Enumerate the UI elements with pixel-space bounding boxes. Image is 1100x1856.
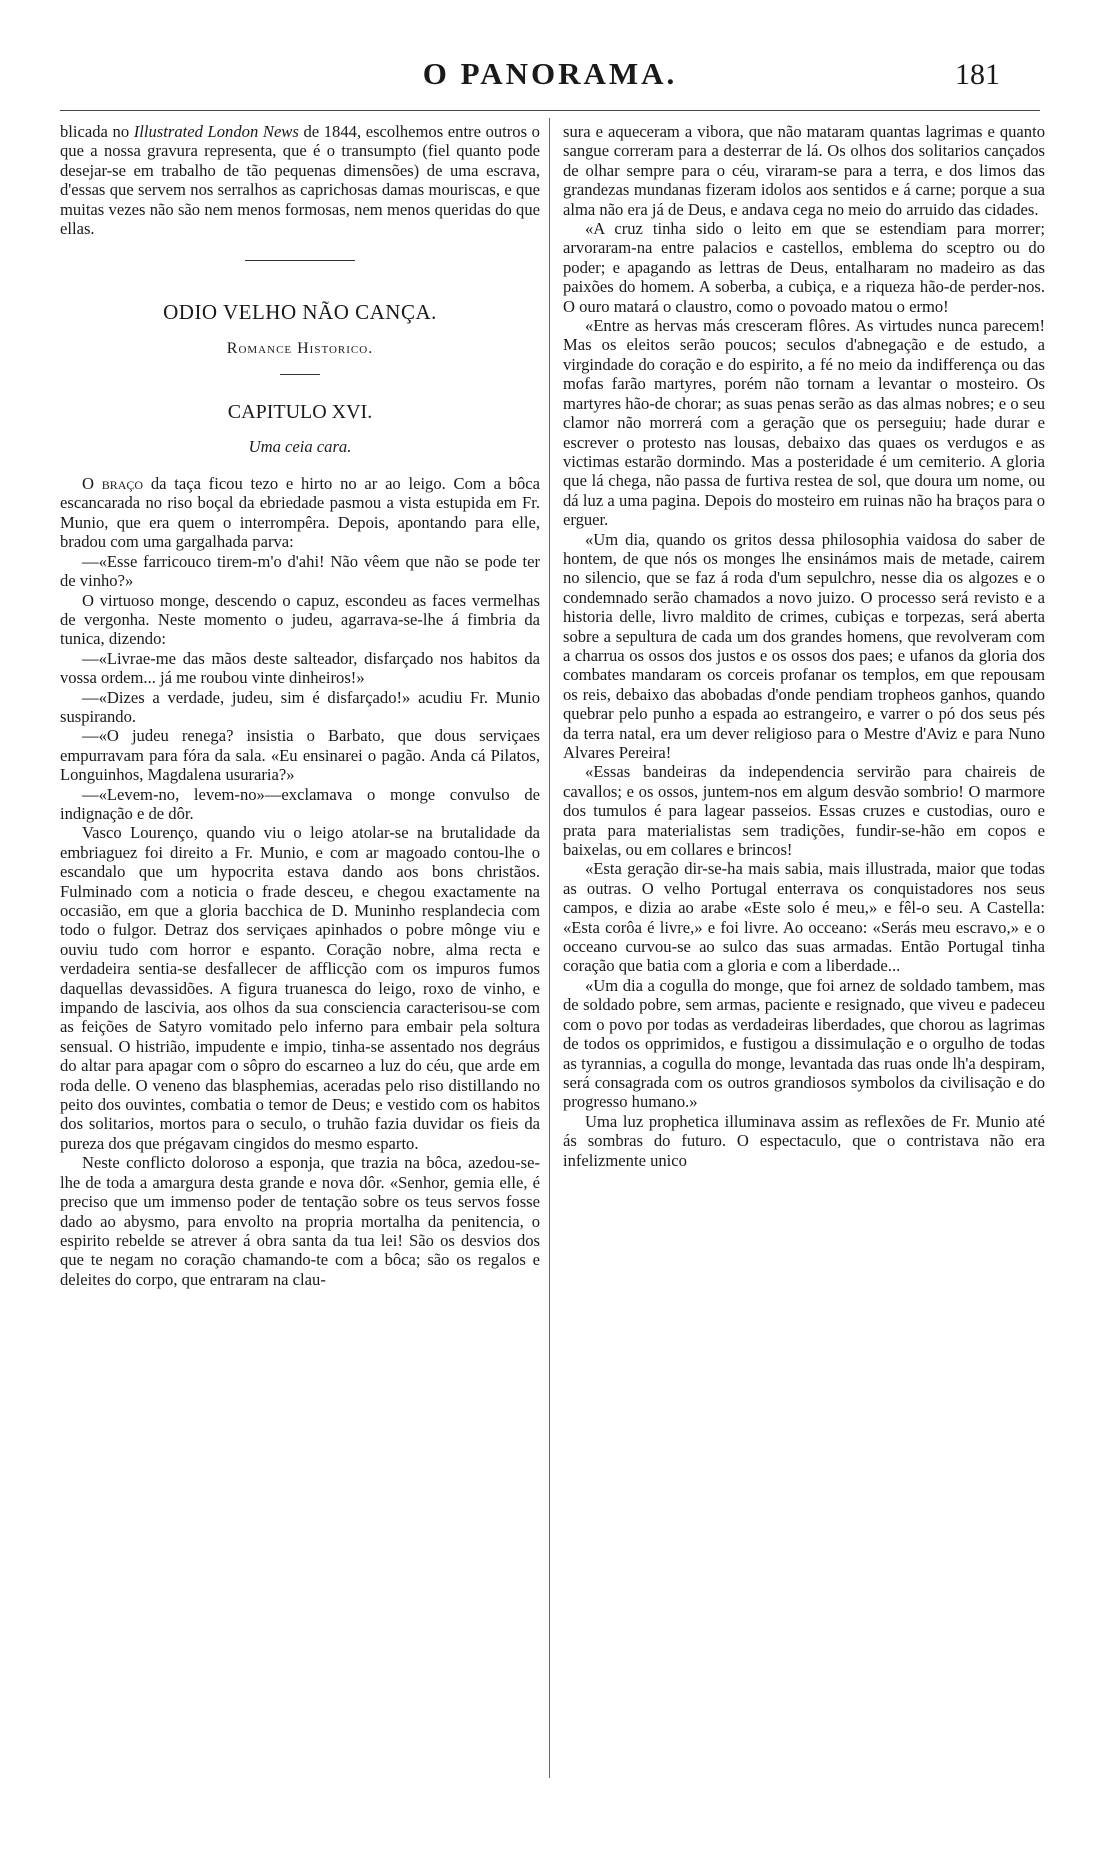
body-paragraph: O virtuoso monge, descendo o capuz, escondeu as faces vermelhas de vergonha. Neste momento o judeu, agarrava-se-lhe á fimbria da tunica, dizendo: [60, 590, 540, 649]
body-paragraph: —«Esse farricouco tirem-m'o d'ahi! Não vêem que não se pode ter de vinho?» [60, 551, 540, 591]
intro-source-italic: Illustrated London News [133, 122, 299, 141]
body-paragraph: O braço da taça ficou tezo e hirto no ar ao leigo. Com a bôca escancarada no riso boçal da ebriedade pasmou a vista estupida em Fr. Munio, que era quem o interrompêra. Depois, apontando para elle, bradou com uma gargalhada parva: [60, 474, 540, 552]
body-paragraph: —«O judeu renega? insistia o Barbato, que dous serviçaes empurravam para fóra da sala. «Eu ensinarei o pagão. Anda cá Pilatos, Longuinhos, Magdalena usuraria?» [60, 726, 540, 785]
body-paragraph: «Um dia a cogulla do monge, que foi arnez de soldado tambem, mas de soldado pobre, sem armas, paciente e resignado, que viveu e padeceu com o povo por todas as verdadeiras liberdades, que chorou as lagrimas de todos os opprimidos, e fustigou a dissimulação e o orgulho de todas as tyrannias, a cogulla do monge, levantada das ruas onde lh'a despiram, será consagrada com os outros grandiosos symbolos da civilisação e do progresso humano.» [563, 975, 1045, 1112]
body-paragraph: «Um dia, quando os gritos dessa philosophia vaidosa do saber de hontem, de que nós os monges lhe ensinámos mais de metade, cairem no silencio, que se faz á roda d'um sepulchro, nesse dia os algozes e o condemnado serão chamados a novo juizo. O processo será revisto e a historia delle, livro maldito de crimes, cubiças e torpezas, será aberta sobre a sepultura de cada um dos grandes homens, que revolveram com a charrua os ossos dos justos e os ossos dos paes; e ufanos da gloria dos combates mandaram os corceis profanar os templos, em que repousam os reis, debaixo das abobadas d'onde pendiam tropheos ganhos, quando quebrar pelo punho a espada ao estrangeiro, e varrer o pó dos seus pés da terra natal, era um dever religioso para o Mestre d'Aviz e para Nuno Alvares Pereira! [563, 529, 1045, 762]
chapter-heading: CAPITULO XVI. [227, 401, 373, 424]
body-paragraph: «Entre as hervas más cresceram flôres. As virtudes nunca parecem! Mas os eleitos serão poucos; seculos d'abnegação e de estudo, a virgindade do coração e do espirito, a fé no meio da indifferença ou das mofas farão martyres, porém não tornam a levantar o mosteiro. Os martyres hão-de chorar; as suas penas serão as das almas nobres; e o seu clamor não morrerá com a geração que os perseguiu; hade durar e escrever o protesto nas lousas, debaixo das quaes os verdugos e as victimas estarão dormindo. Mas a posteridade é um cemiterio. A gloria que lá chega, não passa de furtiva restea de sol, que doura um nome, ou dá luz a uma pagina. Depois do mosteiro em ruinas não ha braços para o erguer. [563, 316, 1045, 530]
article-title: ODIO VELHO NÃO CANÇA. [163, 300, 437, 325]
body-paragraph: Neste conflicto doloroso a esponja, que trazia na bôca, azedou-se-lhe de toda a amargura desta grande e nova dôr. «Senhor, gemia elle, é preciso que um immenso poder de tentação sobre os teus servos fosse dado ao abysmo, para envolto na propria mortalha da penitencia, o espirito rebelde se atrever á obra santa da tua lei! São os desvios dos que te negam no coração chamando-te com a bôca; são os regalos e deleites do corpo, que entraram na clau- [60, 1153, 540, 1289]
intro-text-b: de 1844, escolhemos entre outros o que a nossa gravura representa, que é o transumpto (fiel quanto pode desejar-se em trabalho de tão pequenas dimensões) de uma escrava, d'essas que servem nos serralhos as caprichosas damas mouriscas, e que muitas vezes não são nem menos formosas, nem menos queridas do que ellas. [60, 122, 540, 239]
body-paragraph: —«Livrae-me das mãos deste salteador, disfarçado nos habitos da vossa ordem... já me roubou vinte dinheiros!» [60, 648, 540, 688]
page-number: 181 [955, 58, 1000, 91]
body-paragraph: —«Dizes a verdade, judeu, sim é disfarçado!» acudiu Fr. Munio suspirando. [60, 687, 540, 726]
body-paragraph: «Esta geração dir-se-ha mais sabia, mais illustrada, maior que todas as outras. O velho Portugal enterrava os conquistadores nos seus campos, e dizia ao arabe «Este solo é meu,» e fêl-o seu. A Castella: «Esta corôa é livre,» e foi livre. Ao occeano: «Serás meu escravo,» e o occeano curvou-se ao sulco das suas armadas. Então Portugal tinha coração que batia com a gloria e com a liberdade... [563, 859, 1045, 976]
section-rule [245, 260, 355, 261]
chapter-subtitle: Uma ceia cara. [248, 436, 352, 456]
right-column [563, 122, 1045, 1170]
body-paragraph: «A cruz tinha sido o leito em que se estendiam para morrer; arvoraram-na entre palacios e castellos, emblema do sceptro ou do poder; e apagando as lettras de Deus, entalharam no madeiro as das paixões do homem. A soberba, a cubiça, e a riqueza hão-de perder-nos. O ouro matará o claustro, como o povoado matou o ermo! [563, 219, 1045, 316]
body-paragraph: Uma luz prophetica illuminava assim as reflexões de Fr. Munio até ás sombras do futuro. O espectaculo, que o contristava não era infelizmente unico [563, 1111, 1045, 1170]
body-paragraph: sura e aqueceram a vibora, que não mataram quantas lagrimas e quanto sangue correram para a desterrar de lá. Os olhos dos solitarios cançados de olhar sempre para o céu, viraram-se para a terra, e dos limos das grandezas mundanas fizeram idolos aos sentidos e á carne; porque a sua alma não era já de Deus, e andava cega no meio do arruido das cidades. [563, 122, 1045, 219]
subtitle-rule [280, 374, 320, 375]
masthead: O PANORAMA. [422, 56, 678, 91]
column-divider [549, 118, 550, 1778]
header-rule [60, 110, 1040, 111]
body-paragraph: «Essas bandeiras da independencia servirão para chaireis de cavallos; e os ossos, juntem-nos em algum desvão sombrio! O marmore dos tumulos é para lagear passeios. Essas cruzes e custodias, ouro e prata para materialistas sem tradições, fundir-se-hão em copos e baixelas, ou em collares e brincos! [563, 762, 1045, 860]
intro-paragraph [60, 122, 540, 238]
lead-word: O braço [82, 474, 144, 494]
running-head [60, 56, 1040, 106]
left-column [60, 122, 540, 1289]
intro-text-a: blicada no [60, 122, 134, 141]
body-paragraph: —«Levem-no, levem-no»—exclamava o monge convulso de indignação e de dôr. [60, 784, 540, 823]
article-subtitle: Romance Historico. [226, 339, 374, 357]
body-paragraph: Vasco Lourenço, quando viu o leigo atolar-se na brutalidade da embriaguez foi direito a Fr. Munio, e com ar magoado contou-lhe o escandalo que um hypocrita estava dando aos bons christãos. Fulminado com a noticia o frade desceu, e chegou exactamente na occasião, em que a gloria bacchica de D. Muninho resplandecia com todo o fulgor. Detraz dos serviçaes apinhados o pobre mônge viu e ouviu tudo com horror e espanto. Coração nobre, alma recta e verdadeira sentia-se desfallecer de afflicção com os impuros fumos daquellas devassidões. A figura truanesca do leigo, roxo de vinho, e impando de lascivia, aos olhos da sua consciencia caracterisou-se com as feições de Satyro vomitado pelo inferno para embair pela soltura sensual. O histrião, impudente e impio, tinha-se assentado nos degráus do altar para apagar com o sôpro do escarneo a luz do céu, que arde em roda delle. O veneno das blasphemias, aceradas pelo riso distillando no peito dos ouvintes, combatia o temor de Deus; e vestido com os habitos dos solitarios, mortos para o seculo, o truhão fazia duvidar os fieis da pureza dos que prégavam cingidos do mesmo esparto. [60, 823, 540, 1153]
